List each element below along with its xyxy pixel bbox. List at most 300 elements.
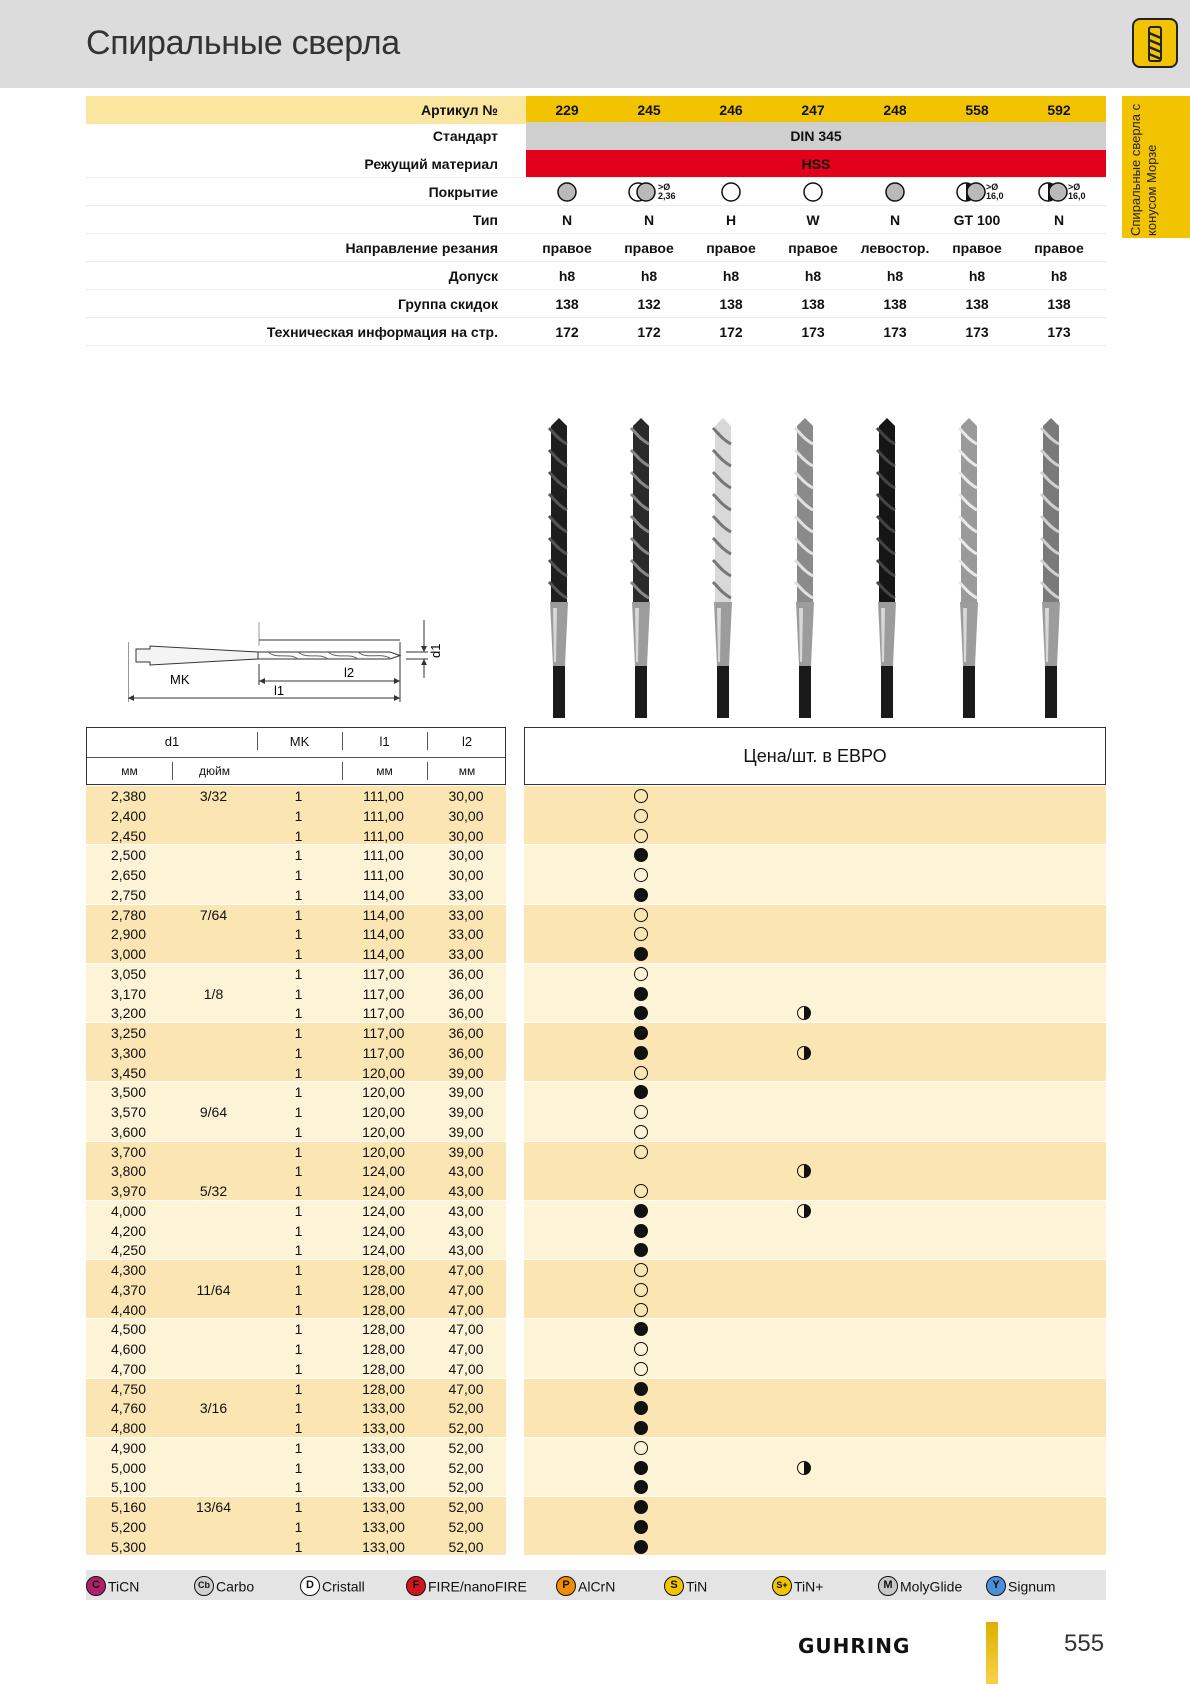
cell-mk: 1 [294, 1420, 303, 1436]
cell-d1-mm: 2,750 [110, 886, 147, 903]
legend-item [556, 1575, 615, 1596]
price-header [524, 727, 1106, 785]
cell-d1-mm: 3,500 [110, 1084, 147, 1101]
coating-note: >Ø [986, 182, 999, 192]
spec-cell-tolerances: h8 [968, 268, 986, 284]
spec-cell-info_pages: 173 [1047, 324, 1071, 340]
coating-symbol [608, 178, 690, 206]
cell-l1: 117,00 [362, 1025, 405, 1041]
availability-dot-245[interactable] [634, 848, 648, 862]
d1-label: d1 [428, 643, 443, 658]
spec-value-material: HSS [526, 150, 1106, 178]
legend-label: Cristall [322, 1578, 365, 1595]
col-l2-header: l2 [461, 734, 473, 749]
availability-dot-245[interactable] [634, 1066, 648, 1080]
table-row[interactable] [86, 865, 1106, 885]
availability-dot-245[interactable] [634, 829, 648, 843]
table-row[interactable] [86, 806, 1106, 826]
cell-d1-mm: 4,760 [110, 1400, 147, 1417]
availability-dot-245[interactable] [634, 1500, 648, 1514]
cell-l1: 111,00 [363, 788, 404, 804]
cell-d1-mm: 3,450 [110, 1064, 147, 1081]
table-row[interactable] [86, 964, 1106, 984]
cell-d1-mm: 4,600 [110, 1341, 147, 1357]
table-row[interactable] [86, 984, 1106, 1004]
spec-cell-directions: правое [1034, 240, 1084, 256]
availability-dot-245[interactable] [634, 1520, 648, 1534]
table-row[interactable] [86, 1023, 1106, 1043]
spec-cell-discounts: 138 [965, 296, 989, 312]
cell-l2: 47,00 [448, 1380, 484, 1397]
cell-l1: 128,00 [362, 1321, 405, 1338]
availability-dot-245[interactable] [634, 1480, 648, 1494]
cell-l1: 133,00 [362, 1420, 405, 1436]
spec-cell-articles[interactable]: 558 [965, 102, 989, 118]
cell-d1-mm: 3,800 [110, 1163, 147, 1180]
table-row[interactable] [86, 1142, 1106, 1162]
cell-mk: 1 [294, 788, 303, 804]
drill-photo [957, 418, 981, 723]
cell-l2: 36,00 [448, 985, 484, 1002]
spec-cell-tolerances: h8 [886, 268, 904, 284]
section-side-tab[interactable] [1122, 96, 1190, 238]
table-row[interactable] [86, 1537, 1106, 1557]
cell-mk: 1 [294, 1242, 303, 1259]
availability-dot-245[interactable] [634, 908, 648, 922]
cell-l2: 43,00 [448, 1202, 484, 1219]
cell-l2: 36,00 [448, 1025, 484, 1041]
coating-symbol [936, 178, 1018, 206]
cell-l1: 117,00 [362, 1044, 405, 1061]
table-row[interactable] [86, 786, 1106, 806]
col-d1-header: d1 [164, 734, 180, 749]
table-row[interactable] [86, 1161, 1106, 1181]
spec-cell-discounts: 132 [637, 296, 661, 312]
spec-cell-articles[interactable]: 592 [1047, 102, 1071, 118]
cell-l1: 111,00 [363, 827, 404, 844]
spec-cell-types: H [725, 212, 737, 228]
table-row[interactable] [86, 1240, 1106, 1260]
cell-d1-inch: 1/8 [203, 985, 224, 1002]
legend-label: Carbo [216, 1578, 255, 1595]
table-row[interactable] [86, 885, 1106, 905]
cell-mk: 1 [294, 1044, 303, 1061]
cell-d1-inch: 5/32 [199, 1183, 228, 1199]
availability-dot-245[interactable] [634, 1026, 648, 1040]
cell-mk: 1 [294, 1380, 303, 1397]
cell-d1-mm: 3,200 [110, 1005, 147, 1022]
spec-cell-discounts: 138 [801, 296, 825, 312]
availability-dot-245[interactable] [634, 1224, 648, 1238]
drill-icon [1132, 18, 1178, 68]
table-row[interactable] [86, 1221, 1106, 1241]
table-row[interactable] [86, 1477, 1106, 1497]
cell-l2: 47,00 [448, 1321, 484, 1338]
coating-symbol [690, 178, 772, 206]
spec-cell-info_pages: 173 [801, 324, 825, 340]
spec-cell-articles[interactable]: 248 [883, 102, 907, 118]
cell-l2: 36,00 [448, 1044, 484, 1061]
cell-l1: 120,00 [362, 1123, 405, 1140]
availability-dot-247[interactable] [797, 1204, 811, 1218]
spec-cell-tolerances: h8 [722, 268, 740, 284]
cell-l2: 52,00 [448, 1499, 484, 1515]
cell-mk: 1 [294, 1341, 303, 1357]
cell-d1-mm: 2,380 [110, 788, 147, 804]
table-row[interactable] [86, 1438, 1106, 1458]
coating-symbol [1018, 178, 1100, 206]
cell-l2: 36,00 [448, 1005, 484, 1022]
spec-cell-info_pages: 172 [637, 324, 661, 340]
cell-l1: 133,00 [362, 1479, 405, 1496]
spec-cell-types: W [806, 212, 820, 228]
cell-l2: 43,00 [448, 1222, 484, 1239]
table-row[interactable] [86, 1398, 1106, 1418]
spec-label-types: Тип [472, 212, 498, 228]
cell-mk: 1 [294, 1499, 303, 1515]
cell-d1-mm: 4,300 [110, 1262, 147, 1278]
spec-row-material [86, 150, 1106, 178]
cell-l1: 133,00 [362, 1439, 405, 1456]
spec-row-directions [86, 234, 1106, 262]
cell-d1-mm: 3,000 [110, 946, 147, 962]
availability-dot-245[interactable] [634, 809, 648, 823]
availability-dot-245[interactable] [634, 1362, 648, 1376]
legend-badge-icon: M [878, 1576, 898, 1596]
table-row[interactable] [86, 1319, 1106, 1339]
legend-label: TiCN [108, 1578, 140, 1595]
cell-l1: 133,00 [362, 1459, 405, 1476]
spec-cell-directions: левостор. [860, 240, 930, 256]
cell-l2: 33,00 [448, 926, 484, 943]
spec-label-tolerances: Допуск [448, 268, 498, 284]
cell-mk: 1 [294, 1262, 303, 1278]
spec-row-standard [86, 122, 1106, 150]
cell-d1-mm: 5,200 [110, 1518, 147, 1535]
legend-badge-icon: S [664, 1576, 684, 1596]
cell-mk: 1 [294, 1538, 303, 1555]
page-header [0, 0, 1190, 88]
col-l1-header: l1 [379, 734, 390, 749]
availability-dot-245[interactable] [634, 1125, 648, 1139]
spec-cell-info_pages: 173 [965, 324, 989, 340]
cell-mk: 1 [294, 1084, 303, 1101]
cell-l2: 30,00 [448, 827, 484, 844]
spec-cell-tolerances: h8 [1050, 268, 1068, 284]
availability-dot-245[interactable] [634, 967, 648, 981]
cell-mk: 1 [294, 906, 303, 923]
availability-dot-245[interactable] [634, 1184, 648, 1198]
cell-mk: 1 [294, 1123, 303, 1140]
cell-d1-mm: 4,000 [110, 1202, 147, 1219]
table-row[interactable] [86, 944, 1106, 964]
cell-mk: 1 [294, 1360, 303, 1377]
cell-mk: 1 [294, 1281, 303, 1298]
cell-d1-mm: 3,600 [110, 1123, 147, 1140]
coating-note: >Ø [1068, 182, 1081, 192]
cell-d1-mm: 4,370 [110, 1281, 147, 1298]
cell-l1: 111,00 [363, 847, 404, 864]
coating-note: >Ø [658, 182, 671, 192]
cell-d1-mm: 4,200 [110, 1222, 147, 1239]
col-d1-mm-unit: мм [121, 764, 138, 778]
cell-l2: 43,00 [448, 1183, 484, 1199]
cell-d1-mm: 5,100 [110, 1479, 147, 1496]
cell-mk: 1 [294, 1025, 303, 1041]
coating-symbol [772, 178, 854, 206]
cell-l2: 43,00 [448, 1163, 484, 1180]
cell-mk: 1 [294, 1518, 303, 1535]
cell-l1: 124,00 [362, 1202, 405, 1219]
col-l2-unit: мм [458, 764, 476, 778]
cell-mk: 1 [294, 827, 303, 844]
availability-dot-245[interactable] [634, 1461, 648, 1475]
cell-l1: 133,00 [362, 1538, 405, 1555]
cell-d1-mm: 3,050 [110, 965, 147, 982]
cell-d1-mm: 5,160 [110, 1499, 147, 1515]
coating-note-value: 16,0 [1068, 191, 1086, 201]
spec-cell-directions: правое [706, 240, 756, 256]
availability-dot-245[interactable] [634, 1263, 648, 1277]
cell-l1: 120,00 [362, 1143, 405, 1160]
spec-cell-articles[interactable]: 229 [555, 102, 579, 118]
table-row[interactable] [86, 1497, 1106, 1517]
cell-l2: 30,00 [448, 847, 484, 864]
cell-l2: 36,00 [448, 965, 484, 982]
cell-l1: 133,00 [362, 1518, 405, 1535]
cell-l2: 33,00 [448, 886, 484, 903]
cell-d1-mm: 4,400 [110, 1301, 147, 1318]
legend-label: AlCrN [578, 1578, 616, 1595]
spec-label-directions: Направление резания [345, 240, 498, 256]
brand-bar [986, 1622, 998, 1684]
spec-row-coatings [86, 178, 1106, 206]
spec-cell-types: N [889, 212, 901, 228]
spec-cell-articles[interactable]: 246 [719, 102, 743, 118]
cell-l2: 30,00 [448, 807, 484, 824]
cell-d1-mm: 3,570 [110, 1104, 147, 1120]
drill-photo [547, 418, 571, 723]
cell-l1: 128,00 [362, 1281, 405, 1298]
table-row[interactable] [86, 1260, 1106, 1280]
cell-mk: 1 [294, 1163, 303, 1180]
table-row[interactable] [86, 1379, 1106, 1399]
legend-badge-icon: P [556, 1576, 576, 1596]
cell-mk: 1 [294, 1064, 303, 1081]
cell-d1-mm: 2,900 [110, 926, 147, 943]
table-row[interactable] [86, 1181, 1106, 1201]
table-row[interactable] [86, 1122, 1106, 1142]
table-row[interactable] [86, 905, 1106, 925]
cell-l2: 47,00 [448, 1301, 484, 1318]
cell-l1: 128,00 [362, 1360, 405, 1377]
price-label: Цена/шт. в ЕВРО [743, 746, 887, 766]
legend-item [664, 1575, 707, 1596]
availability-dot-245[interactable] [634, 927, 648, 941]
cell-l1: 120,00 [362, 1104, 405, 1120]
spec-row-discounts [86, 290, 1106, 318]
legend-badge-icon: S+ [772, 1576, 792, 1596]
spec-row-types [86, 206, 1106, 234]
page-number: 555 [1064, 1630, 1105, 1657]
legend-item [986, 1575, 1055, 1596]
legend-label: TiN [686, 1578, 708, 1595]
cell-d1-mm: 3,250 [110, 1025, 147, 1041]
availability-dot-245[interactable] [634, 1401, 648, 1415]
table-row[interactable] [86, 1300, 1106, 1320]
cell-l1: 114,00 [362, 886, 405, 903]
table-row[interactable] [86, 1102, 1106, 1122]
legend-item [772, 1575, 823, 1596]
cell-mk: 1 [294, 1400, 303, 1417]
legend-badge-icon: D [300, 1576, 320, 1596]
spec-cell-tolerances: h8 [558, 268, 576, 284]
table-row[interactable] [86, 924, 1106, 944]
availability-dot-245[interactable] [634, 888, 648, 902]
table-row[interactable] [86, 1043, 1106, 1063]
availability-dot-245[interactable] [634, 1006, 648, 1020]
cell-mk: 1 [294, 1479, 303, 1496]
spec-cell-types: N [1053, 212, 1065, 228]
cell-l2: 52,00 [448, 1459, 484, 1476]
table-row[interactable] [86, 1082, 1106, 1102]
cell-d1-mm: 3,970 [110, 1183, 147, 1199]
availability-dot-245[interactable] [634, 1204, 648, 1218]
drill-photo [793, 418, 817, 723]
cell-d1-mm: 3,170 [110, 985, 147, 1002]
cell-d1-mm: 4,800 [110, 1420, 147, 1436]
spec-cell-articles[interactable]: 247 [801, 102, 825, 118]
availability-dot-245[interactable] [634, 1382, 648, 1396]
cell-d1-inch: 11/64 [196, 1281, 231, 1298]
cell-mk: 1 [294, 1104, 303, 1120]
cell-l2: 33,00 [448, 946, 484, 962]
table-row[interactable] [86, 1339, 1106, 1359]
availability-dot-245[interactable] [634, 1243, 648, 1257]
cell-l1: 114,00 [362, 946, 405, 962]
cell-l2: 47,00 [448, 1262, 484, 1278]
cell-l2: 47,00 [448, 1281, 484, 1298]
cell-mk: 1 [294, 867, 303, 883]
spec-label-info_pages: Техническая информация на стр. [266, 324, 498, 340]
cell-d1-inch: 3/32 [199, 788, 228, 804]
availability-dot-245[interactable] [634, 1085, 648, 1099]
cell-mk: 1 [294, 1459, 303, 1476]
cell-d1-mm: 4,750 [110, 1380, 147, 1397]
cell-l1: 120,00 [362, 1084, 405, 1101]
availability-dot-247[interactable] [797, 1046, 811, 1060]
cell-l2: 52,00 [448, 1420, 484, 1436]
table-row[interactable] [86, 1003, 1106, 1023]
spec-cell-discounts: 138 [1047, 296, 1071, 312]
legend-label: Signum [1008, 1578, 1056, 1595]
cell-l1: 128,00 [362, 1262, 405, 1278]
table-row[interactable] [86, 1418, 1106, 1438]
cell-l2: 30,00 [448, 867, 484, 883]
spec-cell-info_pages: 172 [719, 324, 743, 340]
legend-badge-icon: Cb [194, 1576, 214, 1596]
availability-dot-245[interactable] [634, 1421, 648, 1435]
availability-dot-245[interactable] [634, 1540, 648, 1554]
table-row[interactable] [86, 1280, 1106, 1300]
legend-label: TiN+ [794, 1578, 824, 1595]
l1-label: l1 [274, 683, 285, 698]
availability-dot-245[interactable] [634, 987, 648, 1001]
availability-dot-245[interactable] [634, 1046, 648, 1060]
legend-item [86, 1575, 139, 1596]
cell-l2: 39,00 [448, 1104, 484, 1120]
availability-dot-245[interactable] [634, 1303, 648, 1317]
table-row[interactable] [86, 1201, 1106, 1221]
table-row[interactable] [86, 1517, 1106, 1537]
table-row[interactable] [86, 845, 1106, 865]
coating-note-value: 2,36 [658, 191, 676, 201]
cell-l2: 52,00 [448, 1400, 484, 1417]
spec-cell-directions: правое [542, 240, 592, 256]
cell-d1-mm: 5,300 [110, 1538, 147, 1555]
table-row[interactable] [86, 1458, 1106, 1478]
availability-dot-245[interactable] [634, 1105, 648, 1119]
spec-cell-tolerances: h8 [640, 268, 658, 284]
coating-symbol [854, 178, 936, 206]
table-row[interactable] [86, 1063, 1106, 1083]
cell-l2: 39,00 [448, 1143, 484, 1160]
cell-l1: 117,00 [362, 1005, 405, 1022]
cell-l2: 43,00 [448, 1242, 484, 1259]
cell-mk: 1 [294, 1439, 303, 1456]
cell-d1-mm: 2,650 [110, 867, 147, 883]
cell-d1-mm: 4,500 [110, 1321, 147, 1338]
cell-l1: 128,00 [362, 1301, 405, 1318]
brand-logo: GUHRING [798, 1634, 911, 1658]
availability-dot-247[interactable] [797, 1006, 811, 1020]
table-row[interactable] [86, 1359, 1106, 1379]
spec-label-material: Режущий материал [364, 156, 498, 172]
table-row[interactable] [86, 826, 1106, 846]
l2-label: l2 [344, 665, 355, 680]
legend-item [194, 1575, 254, 1596]
cell-l2: 52,00 [448, 1439, 484, 1456]
availability-dot-245[interactable] [634, 1342, 648, 1356]
availability-dot-247[interactable] [797, 1461, 811, 1475]
availability-dot-245[interactable] [634, 1283, 648, 1297]
cell-d1-mm: 2,780 [110, 906, 147, 923]
coating-note-value: 16,0 [986, 191, 1004, 201]
availability-dot-245[interactable] [634, 789, 648, 803]
availability-dot-245[interactable] [634, 1322, 648, 1336]
cell-l1: 128,00 [362, 1380, 405, 1397]
cell-mk: 1 [294, 1321, 303, 1338]
spec-cell-types: N [561, 212, 573, 228]
drill-schematic [128, 620, 474, 716]
cell-d1-inch: 9/64 [199, 1104, 228, 1120]
cell-d1-mm: 2,400 [110, 807, 147, 824]
availability-dot-245[interactable] [634, 947, 648, 961]
cell-mk: 1 [294, 985, 303, 1002]
spec-cell-articles[interactable]: 245 [637, 102, 661, 118]
spec-label-coatings: Покрытие [428, 184, 498, 200]
legend-label: FIRE/nanoFIRE [428, 1578, 527, 1595]
cell-mk: 1 [294, 946, 303, 962]
legend-badge-icon: F [406, 1576, 426, 1596]
availability-dot-245[interactable] [634, 1145, 648, 1159]
spec-cell-directions: правое [788, 240, 838, 256]
availability-dot-247[interactable] [797, 1164, 811, 1178]
page-title: Спиральные сверла [86, 24, 400, 62]
availability-dot-245[interactable] [634, 868, 648, 882]
availability-dot-245[interactable] [634, 1441, 648, 1455]
col-l1-unit: мм [376, 764, 393, 778]
